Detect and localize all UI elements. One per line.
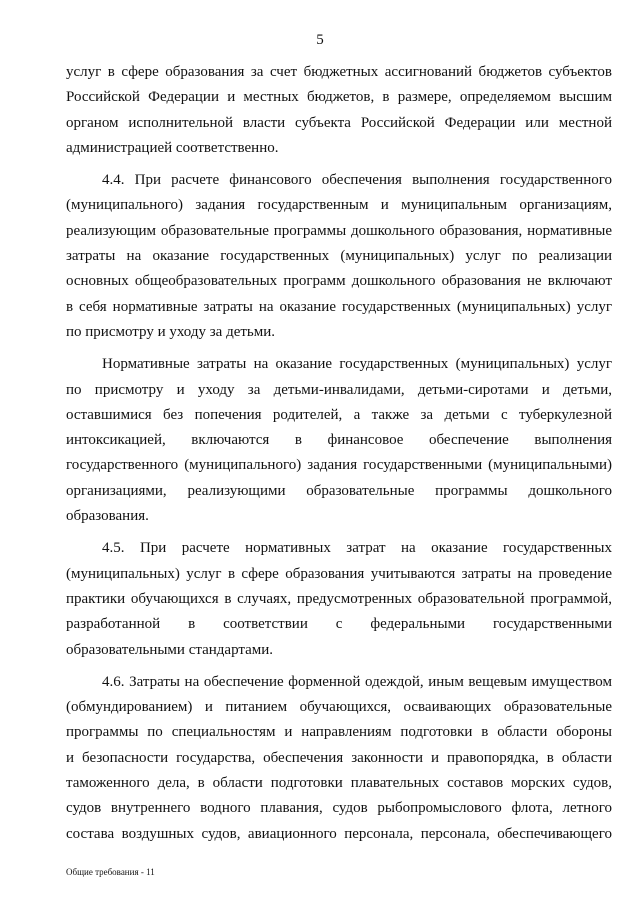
text-line: в себя нормативные затраты на оказание государственных (муниципальных) услуг [66,298,612,315]
page-number: 5 [316,32,324,48]
text-line: органом исполнительной власти субъекта Российской Федерации или местной [66,114,612,131]
text-line: разработанной в соответствии с федеральными государственными [66,616,612,633]
text-line: (муниципального) задания государственным и муниципальным организациям, [66,197,612,214]
text-line: услуг в сфере образования за счет бюджетных ассигнований бюджетов субъектов [66,64,612,80]
text-line: по присмотру и уходу за детьми-инвалидами, детьми-сиротами и детьми, [66,381,612,398]
text-line: образования. [66,508,149,525]
text-line: и безопасности государства, обеспечения законности и правопорядка, в области [66,749,612,766]
text-line: администрацией соответственно. [66,139,279,156]
text-line: состава воздушных судов, авиационного персонала, персонала, обеспечивающего [66,825,612,842]
paragraph [66,536,612,662]
document-body [66,60,612,854]
paragraph [66,670,612,847]
text-line: судов внутреннего водного плавания, судов рыбопромыслового флота, летного [66,800,612,817]
text-line: затраты на оказание государственных (муниципальных) услуг по реализации [66,248,612,265]
text-line: образовательными стандартами. [66,641,274,658]
paragraph [66,168,612,345]
text-line: Нормативные затраты на оказание государственных (муниципальных) услуг [102,356,612,373]
text-line: государственного (муниципального) задания государственными (муниципальными) [66,457,612,474]
text-line: 4.4. При расчете финансового обеспечения выполнения государственного [102,172,612,189]
paragraph [66,60,612,161]
page-footer: Общие требования - 11 [66,867,155,877]
text-line: 4.6. Затраты на обеспечение форменной одеждой, иным вещевым имуществом [102,673,612,690]
text-line: по присмотру и уходу за детьми. [66,323,276,340]
text-line: (муниципальных) услуг в сфере образования учитываются затраты на проведение [66,565,612,582]
text-line: Российской Федерации и местных бюджетов, в размере, определяемом высшим [66,89,612,106]
text-line: основных общеобразовательных программ дошкольного образования не включают [66,273,612,290]
paragraph [66,352,612,529]
text-line: оставшимися без попечения родителей, а также за детьми с туберкулезной [66,406,612,423]
text-line: практики обучающихся в случаях, предусмотренных образовательной программой, [66,590,612,607]
text-line: реализующим образовательные программы дошкольного образования, нормативные [66,222,612,239]
text-line: интоксикацией, включаются в финансовое обеспечение выполнения [66,432,612,449]
text-line: (обмундированием) и питанием обучающихся, осваивающих образовательные [66,699,612,716]
text-line: 4.5. При расчете нормативных затрат на оказание государственных [102,540,612,557]
text-line: таможенного дела, в области подготовки плавательных составов морских судов, [66,775,612,792]
text-line: организациями, реализующими образовательные программы дошкольного [66,482,612,499]
text-line: программы по специальностям и направлениям подготовки в области обороны [66,724,612,741]
